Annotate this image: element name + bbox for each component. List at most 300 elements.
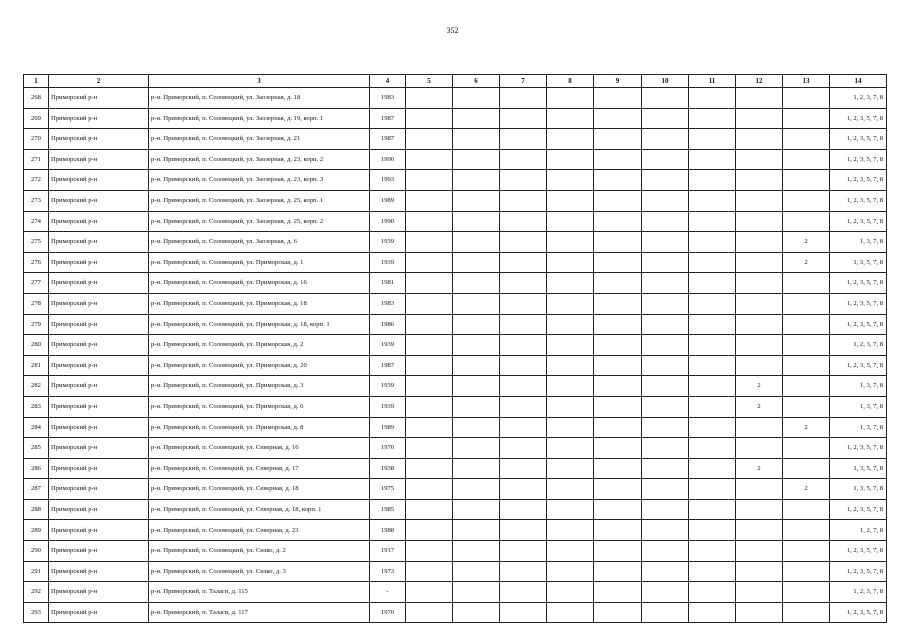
column-5-cell: [406, 335, 453, 356]
address-cell: р-н. Приморский, п. Соловецкий, ул. Заозерная, д. 25, корп. 2: [149, 211, 370, 232]
column-11-cell: [689, 273, 736, 294]
column-13-cell: [783, 355, 830, 376]
column-13-cell: [783, 170, 830, 191]
column-5-cell: [406, 438, 453, 459]
column-8-cell: [547, 252, 594, 273]
district-cell: Приморский р-н: [49, 561, 149, 582]
column-header-2: 2: [49, 75, 149, 88]
column-13-cell: [783, 438, 830, 459]
row-number-cell: 289: [24, 520, 49, 541]
codes-cell: 1, 2, 3, 5, 7, 8: [830, 108, 887, 129]
district-cell: Приморский р-н: [49, 376, 149, 397]
row-number-cell: 276: [24, 252, 49, 273]
column-11-cell: [689, 561, 736, 582]
table-row: [24, 273, 887, 294]
district-cell: Приморский р-н: [49, 232, 149, 253]
row-number-cell: 287: [24, 479, 49, 500]
column-11-cell: [689, 232, 736, 253]
table-row: [24, 376, 887, 397]
column-11-cell: [689, 499, 736, 520]
table-row: [24, 355, 887, 376]
address-cell: р-н. Приморский, п. Соловецкий, ул. Северная, д. 18, корп. 1: [149, 499, 370, 520]
column-12-cell: [736, 335, 783, 356]
column-6-cell: [453, 170, 500, 191]
column-9-cell: [594, 499, 642, 520]
column-11-cell: [689, 417, 736, 438]
row-number-cell: 270: [24, 129, 49, 150]
column-12-cell: [736, 273, 783, 294]
district-cell: Приморский р-н: [49, 335, 149, 356]
column-10-cell: [642, 293, 689, 314]
column-11-cell: [689, 170, 736, 191]
codes-cell: 1, 2, 3, 5, 7, 8: [830, 314, 887, 335]
row-number-cell: 268: [24, 88, 49, 109]
column-9-cell: [594, 314, 642, 335]
column-10-cell: [642, 252, 689, 273]
column-7-cell: [500, 520, 547, 541]
column-5-cell: [406, 314, 453, 335]
codes-cell: 1, 2, 3, 5, 7, 8: [830, 170, 887, 191]
table-row: [24, 252, 887, 273]
column-10-cell: [642, 602, 689, 623]
year-cell: 1986: [370, 314, 406, 335]
column-8-cell: [547, 499, 594, 520]
column-11-cell: [689, 190, 736, 211]
column-10-cell: [642, 190, 689, 211]
column-11-cell: [689, 335, 736, 356]
column-11-cell: [689, 376, 736, 397]
column-8-cell: [547, 396, 594, 417]
column-7-cell: [500, 88, 547, 109]
address-cell: р-н. Приморский, п. Соловецкий, ул. Приморская, д. 2: [149, 335, 370, 356]
column-10-cell: [642, 499, 689, 520]
column-8-cell: [547, 293, 594, 314]
column-13-cell: 2: [783, 232, 830, 253]
column-5-cell: [406, 376, 453, 397]
column-11-cell: [689, 314, 736, 335]
column-7-cell: [500, 561, 547, 582]
column-13-cell: [783, 273, 830, 294]
row-number-cell: 282: [24, 376, 49, 397]
column-9-cell: [594, 355, 642, 376]
table-row: [24, 479, 887, 500]
column-12-cell: [736, 520, 783, 541]
column-6-cell: [453, 499, 500, 520]
column-5-cell: [406, 190, 453, 211]
address-cell: р-н. Приморский, п. Соловецкий, ул. Сизко, д. 2: [149, 541, 370, 562]
column-6-cell: [453, 561, 500, 582]
column-10-cell: [642, 438, 689, 459]
column-5-cell: [406, 582, 453, 603]
codes-cell: 1, 2, 3, 5, 7, 8: [830, 561, 887, 582]
column-13-cell: [783, 129, 830, 150]
column-5-cell: [406, 232, 453, 253]
row-number-cell: 285: [24, 438, 49, 459]
column-13-cell: 2: [783, 252, 830, 273]
column-12-cell: [736, 252, 783, 273]
column-11-cell: [689, 88, 736, 109]
year-cell: 1970: [370, 438, 406, 459]
column-5-cell: [406, 355, 453, 376]
codes-cell: 1, 2, 7, 8: [830, 520, 887, 541]
column-5-cell: [406, 252, 453, 273]
column-10-cell: [642, 479, 689, 500]
row-number-cell: 269: [24, 108, 49, 129]
column-11-cell: [689, 355, 736, 376]
column-13-cell: [783, 582, 830, 603]
column-5-cell: [406, 211, 453, 232]
column-8-cell: [547, 355, 594, 376]
row-number-cell: 275: [24, 232, 49, 253]
column-13-cell: [783, 149, 830, 170]
column-12-cell: [736, 541, 783, 562]
table-body: [24, 88, 887, 623]
column-13-cell: [783, 293, 830, 314]
column-10-cell: [642, 108, 689, 129]
column-9-cell: [594, 396, 642, 417]
column-6-cell: [453, 293, 500, 314]
codes-cell: 1, 2, 3, 7, 8: [830, 582, 887, 603]
column-5-cell: [406, 520, 453, 541]
codes-cell: 1, 3, 7, 8: [830, 417, 887, 438]
column-6-cell: [453, 458, 500, 479]
year-cell: 1989: [370, 417, 406, 438]
row-number-cell: 279: [24, 314, 49, 335]
column-9-cell: [594, 190, 642, 211]
codes-cell: 1, 3, 7, 8: [830, 396, 887, 417]
row-number-cell: 281: [24, 355, 49, 376]
column-8-cell: [547, 232, 594, 253]
district-cell: Приморский р-н: [49, 499, 149, 520]
address-cell: р-н. Приморский, п. Соловецкий, ул. Приморская, д. 8: [149, 417, 370, 438]
row-number-cell: 293: [24, 602, 49, 623]
column-8-cell: [547, 582, 594, 603]
column-9-cell: [594, 438, 642, 459]
column-12-cell: [736, 417, 783, 438]
column-12-cell: [736, 129, 783, 150]
year-cell: 1939: [370, 376, 406, 397]
table-row: [24, 438, 887, 459]
codes-cell: 1, 2, 3, 5, 7, 8: [830, 438, 887, 459]
year-cell: 1970: [370, 602, 406, 623]
row-number-cell: 292: [24, 582, 49, 603]
address-cell: р-н. Приморский, п. Соловецкий, ул. Северная, д. 23: [149, 520, 370, 541]
table-row: [24, 293, 887, 314]
column-header-7: 7: [500, 75, 547, 88]
year-cell: 1990: [370, 149, 406, 170]
column-5-cell: [406, 293, 453, 314]
row-number-cell: 278: [24, 293, 49, 314]
column-7-cell: [500, 499, 547, 520]
column-12-cell: 2: [736, 376, 783, 397]
year-cell: 1993: [370, 170, 406, 191]
column-header-11: 11: [689, 75, 736, 88]
address-cell: р-н. Приморский, п. Соловецкий, ул. Приморская, д. 18: [149, 293, 370, 314]
codes-cell: 1, 2, 3, 5, 7, 8: [830, 541, 887, 562]
column-8-cell: [547, 129, 594, 150]
column-6-cell: [453, 602, 500, 623]
row-number-cell: 273: [24, 190, 49, 211]
column-12-cell: [736, 170, 783, 191]
column-11-cell: [689, 520, 736, 541]
column-10-cell: [642, 170, 689, 191]
column-11-cell: [689, 438, 736, 459]
column-9-cell: [594, 252, 642, 273]
column-5-cell: [406, 499, 453, 520]
year-cell: 1938: [370, 458, 406, 479]
year-cell: 1939: [370, 396, 406, 417]
column-7-cell: [500, 273, 547, 294]
column-12-cell: [736, 108, 783, 129]
column-6-cell: [453, 417, 500, 438]
column-9-cell: [594, 88, 642, 109]
district-cell: Приморский р-н: [49, 252, 149, 273]
column-9-cell: [594, 479, 642, 500]
column-6-cell: [453, 211, 500, 232]
column-11-cell: [689, 252, 736, 273]
column-9-cell: [594, 149, 642, 170]
codes-cell: 1, 2, 3, 7, 8: [830, 88, 887, 109]
column-10-cell: [642, 458, 689, 479]
column-12-cell: [736, 211, 783, 232]
year-cell: 1988: [370, 520, 406, 541]
header-row: [24, 75, 887, 88]
column-header-6: 6: [453, 75, 500, 88]
column-8-cell: [547, 561, 594, 582]
column-7-cell: [500, 149, 547, 170]
column-8-cell: [547, 314, 594, 335]
year-cell: 1917: [370, 541, 406, 562]
column-8-cell: [547, 170, 594, 191]
column-12-cell: [736, 479, 783, 500]
row-number-cell: 286: [24, 458, 49, 479]
address-cell: р-н. Приморский, п. Соловецкий, ул. Приморская, д. 18, корп. 1: [149, 314, 370, 335]
column-8-cell: [547, 211, 594, 232]
district-cell: Приморский р-н: [49, 149, 149, 170]
column-9-cell: [594, 232, 642, 253]
row-number-cell: 280: [24, 335, 49, 356]
codes-cell: 1, 2, 3, 5, 7, 8: [830, 293, 887, 314]
table-row: [24, 561, 887, 582]
column-10-cell: [642, 417, 689, 438]
year-cell: -: [370, 582, 406, 603]
district-cell: Приморский р-н: [49, 396, 149, 417]
column-10-cell: [642, 211, 689, 232]
column-header-14: 14: [830, 75, 887, 88]
column-9-cell: [594, 273, 642, 294]
column-8-cell: [547, 88, 594, 109]
column-header-13: 13: [783, 75, 830, 88]
column-13-cell: [783, 561, 830, 582]
district-cell: Приморский р-н: [49, 170, 149, 191]
column-9-cell: [594, 293, 642, 314]
column-5-cell: [406, 149, 453, 170]
column-5-cell: [406, 396, 453, 417]
table-row: [24, 190, 887, 211]
column-12-cell: [736, 232, 783, 253]
table-row: [24, 458, 887, 479]
codes-cell: 1, 3, 7, 8: [830, 376, 887, 397]
codes-cell: 1, 2, 3, 5, 7, 8: [830, 273, 887, 294]
column-10-cell: [642, 582, 689, 603]
column-5-cell: [406, 561, 453, 582]
column-10-cell: [642, 335, 689, 356]
column-7-cell: [500, 232, 547, 253]
codes-cell: 1, 3, 7, 8: [830, 232, 887, 253]
district-cell: Приморский р-н: [49, 355, 149, 376]
column-header-1: 1: [24, 75, 49, 88]
column-9-cell: [594, 561, 642, 582]
column-8-cell: [547, 417, 594, 438]
district-cell: Приморский р-н: [49, 211, 149, 232]
column-7-cell: [500, 293, 547, 314]
column-10-cell: [642, 541, 689, 562]
column-13-cell: [783, 335, 830, 356]
column-8-cell: [547, 479, 594, 500]
codes-cell: 1, 2, 3, 5, 7, 8: [830, 129, 887, 150]
address-cell: р-н. Приморский, п. Соловецкий, ул. Северная, д. 17: [149, 458, 370, 479]
address-cell: р-н. Приморский, п. Соловецкий, ул. Заозерная, д. 23, корп. 3: [149, 170, 370, 191]
column-6-cell: [453, 252, 500, 273]
address-cell: р-н. Приморский, п. Соловецкий, ул. Заозерная, д. 21: [149, 129, 370, 150]
district-cell: Приморский р-н: [49, 190, 149, 211]
column-6-cell: [453, 396, 500, 417]
column-7-cell: [500, 108, 547, 129]
column-11-cell: [689, 479, 736, 500]
table-row: [24, 88, 887, 109]
address-cell: р-н. Приморский, п. Соловецкий, ул. Заозерная, д. 18: [149, 88, 370, 109]
column-11-cell: [689, 582, 736, 603]
codes-cell: 1, 2, 3, 7, 8: [830, 335, 887, 356]
column-10-cell: [642, 396, 689, 417]
column-12-cell: [736, 561, 783, 582]
column-6-cell: [453, 149, 500, 170]
column-8-cell: [547, 190, 594, 211]
table-row: [24, 170, 887, 191]
year-cell: 1989: [370, 190, 406, 211]
year-cell: 1939: [370, 232, 406, 253]
column-13-cell: [783, 602, 830, 623]
column-13-cell: [783, 108, 830, 129]
column-9-cell: [594, 602, 642, 623]
column-7-cell: [500, 335, 547, 356]
district-cell: Приморский р-н: [49, 293, 149, 314]
year-cell: 1983: [370, 293, 406, 314]
column-11-cell: [689, 129, 736, 150]
district-cell: Приморский р-н: [49, 438, 149, 459]
year-cell: 1983: [370, 88, 406, 109]
column-5-cell: [406, 170, 453, 191]
address-cell: р-н. Приморский, п. Соловецкий, ул. Приморская, д. 20: [149, 355, 370, 376]
column-8-cell: [547, 520, 594, 541]
year-cell: 1939: [370, 252, 406, 273]
column-9-cell: [594, 458, 642, 479]
column-9-cell: [594, 335, 642, 356]
column-11-cell: [689, 293, 736, 314]
column-12-cell: [736, 293, 783, 314]
column-8-cell: [547, 438, 594, 459]
table-row: [24, 582, 887, 603]
column-12-cell: [736, 582, 783, 603]
address-cell: р-н. Приморский, п. Соловецкий, ул. Приморская, д. 1: [149, 252, 370, 273]
column-9-cell: [594, 211, 642, 232]
column-8-cell: [547, 335, 594, 356]
address-cell: р-н. Приморский, п. Соловецкий, ул. Северная, д. 18: [149, 479, 370, 500]
column-13-cell: 2: [783, 417, 830, 438]
column-6-cell: [453, 88, 500, 109]
column-11-cell: [689, 602, 736, 623]
column-10-cell: [642, 520, 689, 541]
codes-cell: 1, 3, 5, 7, 8: [830, 479, 887, 500]
row-number-cell: 284: [24, 417, 49, 438]
district-cell: Приморский р-н: [49, 417, 149, 438]
column-7-cell: [500, 190, 547, 211]
district-cell: Приморский р-н: [49, 582, 149, 603]
column-9-cell: [594, 520, 642, 541]
row-number-cell: 277: [24, 273, 49, 294]
column-5-cell: [406, 541, 453, 562]
column-5-cell: [406, 129, 453, 150]
column-7-cell: [500, 252, 547, 273]
year-cell: 1939: [370, 335, 406, 356]
column-12-cell: [736, 355, 783, 376]
column-6-cell: [453, 273, 500, 294]
column-header-5: 5: [406, 75, 453, 88]
row-number-cell: 272: [24, 170, 49, 191]
column-13-cell: [783, 520, 830, 541]
column-6-cell: [453, 438, 500, 459]
column-10-cell: [642, 355, 689, 376]
column-8-cell: [547, 376, 594, 397]
housing-table: [23, 74, 887, 623]
column-7-cell: [500, 355, 547, 376]
column-5-cell: [406, 602, 453, 623]
year-cell: 1985: [370, 499, 406, 520]
column-6-cell: [453, 190, 500, 211]
column-6-cell: [453, 582, 500, 603]
column-7-cell: [500, 582, 547, 603]
column-header-4: 4: [370, 75, 406, 88]
table-row: [24, 335, 887, 356]
column-8-cell: [547, 602, 594, 623]
year-cell: 1973: [370, 561, 406, 582]
column-5-cell: [406, 417, 453, 438]
column-7-cell: [500, 376, 547, 397]
column-11-cell: [689, 541, 736, 562]
column-8-cell: [547, 149, 594, 170]
column-5-cell: [406, 108, 453, 129]
column-header-9: 9: [594, 75, 642, 88]
address-cell: р-н. Приморский, п. Соловецкий, ул. Приморская, д. 6: [149, 396, 370, 417]
district-cell: Приморский р-н: [49, 541, 149, 562]
codes-cell: 1, 2, 3, 5, 7, 8: [830, 211, 887, 232]
row-number-cell: 290: [24, 541, 49, 562]
column-7-cell: [500, 541, 547, 562]
year-cell: 1981: [370, 273, 406, 294]
codes-cell: 1, 2, 3, 5, 7, 8: [830, 602, 887, 623]
table-row: [24, 396, 887, 417]
column-10-cell: [642, 314, 689, 335]
column-12-cell: 2: [736, 458, 783, 479]
column-10-cell: [642, 273, 689, 294]
column-header-12: 12: [736, 75, 783, 88]
column-12-cell: [736, 602, 783, 623]
column-13-cell: [783, 211, 830, 232]
column-7-cell: [500, 438, 547, 459]
year-cell: 1987: [370, 355, 406, 376]
column-7-cell: [500, 396, 547, 417]
year-cell: 1987: [370, 129, 406, 150]
